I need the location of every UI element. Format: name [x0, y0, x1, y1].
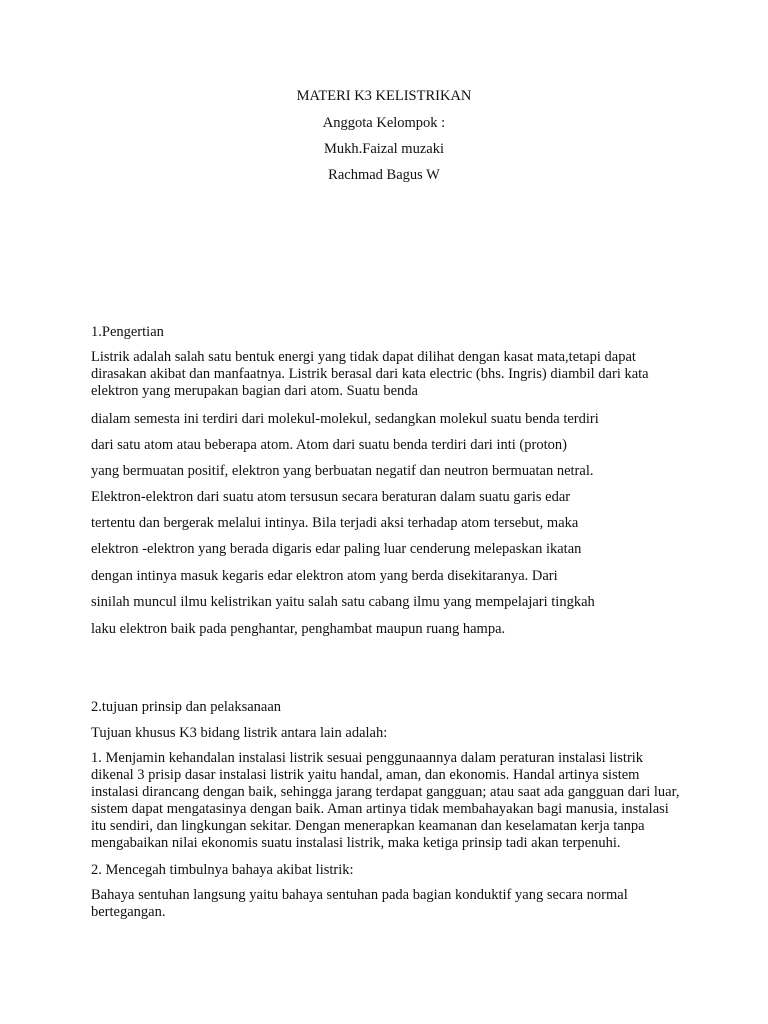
paragraph-line: sinilah muncul ilmu kelistrikan yaitu salah satu cabang ilmu yang mempelajari tingkah	[91, 594, 595, 610]
paragraph-line: dengan intinya masuk kegaris edar elektron atom yang berda disekitaranya. Dari	[91, 568, 558, 584]
group-label: Anggota Kelompok :	[322, 115, 446, 131]
section-heading: 2.tujuan prinsip dan pelaksanaan	[91, 699, 282, 715]
paragraph-line: mengabaikan nilai ekonomis suatu instalasi listrik, maka ketiga prinsip tadi akan terpenuhi.	[91, 835, 621, 851]
paragraph-line: instalasi dirancang dengan baik, sehingga jarang terdapat gangguan; atau saat ada gangguan dari luar,	[91, 784, 680, 800]
paragraph-line: elektron yang merupakan bagian dari atom. Suatu benda	[91, 383, 418, 399]
paragraph-line: dirasakan akibat dan manfaatnya. Listrik berasal dari kata electric (bhs. Ingris) diambil dari kata	[91, 366, 649, 382]
paragraph-line: tertentu dan bergerak melalui intinya. Bila terjadi aksi terhadap atom tersebut, maka	[91, 515, 579, 531]
document-title: MATERI K3 KELISTRIKAN	[296, 88, 472, 104]
paragraph-line: yang bermuatan positif, elektron yang berbuatan negatif dan neutron bermuatan netral.	[91, 463, 594, 479]
paragraph	[91, 349, 691, 400]
section-heading: 1.Pengertian	[91, 324, 164, 340]
section-intro: Tujuan khusus K3 bidang listrik antara lain adalah:	[91, 725, 388, 741]
paragraph-line: elektron -elektron yang berada digaris edar paling luar cenderung melepaskan ikatan	[91, 541, 582, 557]
paragraph-line: dikenal 3 prisip dasar instalasi listrik yaitu handal, aman, dan ekonomis. Handal artinya sistem	[91, 767, 640, 783]
paragraph-line: Listrik adalah salah satu bentuk energi yang tidak dapat dilihat dengan kasat mata,tetapi dapat	[91, 349, 636, 365]
paragraph-line: bertegangan.	[91, 904, 166, 920]
paragraph-line: Bahaya sentuhan langsung yaitu bahaya sentuhan pada bagian konduktif yang secara normal	[91, 887, 628, 903]
paragraph	[91, 887, 691, 921]
list-item	[91, 750, 691, 852]
paragraph-line: laku elektron baik pada penghantar, penghambat maupun ruang hampa.	[91, 621, 506, 637]
paragraph-line: 1. Menjamin kehandalan instalasi listrik sesuai penggunaannya dalam peraturan instalasi listrik	[91, 750, 644, 766]
paragraph-line: dari satu atom atau beberapa atom. Atom dari suatu benda terdiri dari inti (proton)	[91, 437, 567, 453]
paragraph-line: dialam semesta ini terdiri dari molekul-molekul, sedangkan molekul suatu benda terdiri	[91, 411, 599, 427]
paragraph-line: sistem dapat mengatasinya dengan baik. Aman artinya tidak membahayakan bagi manusia, instalasi	[91, 801, 669, 817]
paragraph-line: itu sendiri, dan lingkungan sekitar. Dengan menerapkan keamanan dan keselamatan kerja tanpa	[91, 818, 645, 834]
paragraph-line: Elektron-elektron dari suatu atom tersusun secara beraturan dalam suatu garis edar	[91, 489, 571, 505]
member-name: Mukh.Faizal muzaki	[323, 141, 444, 157]
list-item: 2. Mencegah timbulnya bahaya akibat listrik:	[91, 862, 354, 878]
member-name: Rachmad Bagus W	[328, 167, 440, 183]
